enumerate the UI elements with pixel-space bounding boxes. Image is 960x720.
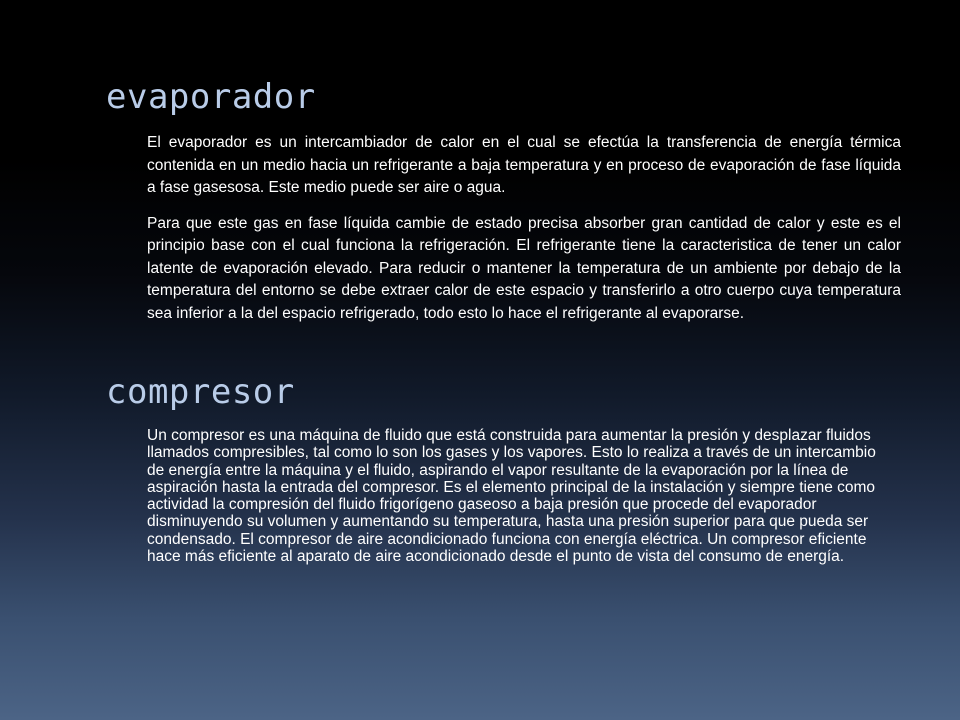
compresor-body xyxy=(147,427,892,565)
evaporador-paragraph: El evaporador es un intercambiador de calor en el cual se efectúa la transferencia de energía térmica contenida en un medio hacia un refrigerante a baja temperatura y en proceso de evaporación de fase líquida a fase gasesosa. Este medio puede ser aire o agua. xyxy=(147,134,901,196)
section-title-evaporador: evaporador xyxy=(106,77,316,117)
compresor-paragraph: Un compresor es una máquina de fluido que está construida para aumentar la presión y desplazar fluidos llamados compresibles, tal como lo son los gases y los vapores. Esto lo realiza a través de un intercambio de energía entre la máquina y el fluido, aspirando el vapor resultante de la evaporación por la línea de aspiración hasta la entrada del compresor. Es el elemento principal de la instalación y siempre tiene como actividad la compresión del fluido frigorígeno gaseoso a baja presión que procede del evaporador disminuyendo su volumen y aumentando su temperatura, hasta una presión superior para que pueda ser condensado. El compresor de aire acondicionado funciona con energía eléctrica. Un compresor eficiente hace más eficiente al aparato de aire acondicionado desde el punto de vista del consumo de energía. xyxy=(147,427,876,566)
section-title-compresor: compresor xyxy=(106,372,295,412)
evaporador-paragraph: Para que este gas en fase líquida cambie de estado precisa absorber gran cantidad de calor y este es el principio base con el cual funciona la refrigeración. El refrigerante tiene la caracteristica de tener un calor latente de evaporación elevado. Para reducir o mantener la temperatura de un ambiente por debajo de la temperatura del entorno se debe extraer calor de este espacio y transferirlo a otro cuerpo cuya temperatura sea inferior a la del espacio refrigerado, todo esto lo hace el refrigerante al evaporarse. xyxy=(147,214,901,322)
evaporador-body xyxy=(147,132,901,325)
